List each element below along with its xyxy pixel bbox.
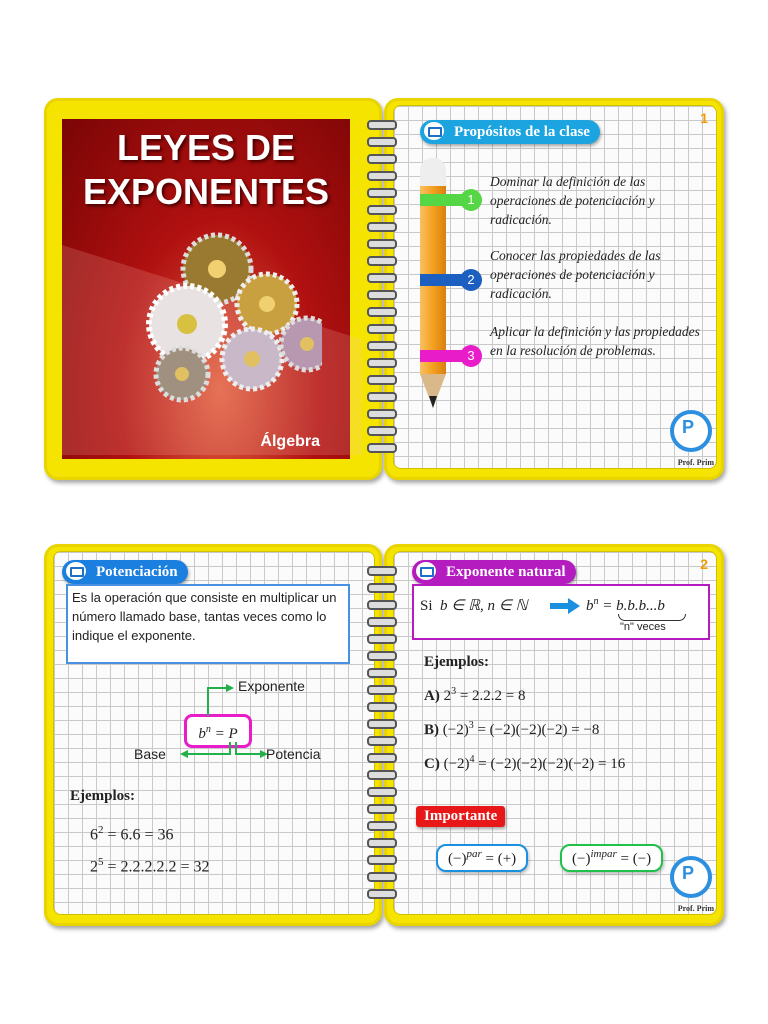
- purposes-page: [384, 98, 724, 480]
- label-base: Base: [134, 746, 166, 762]
- purpose-num-1: 1: [460, 189, 482, 211]
- cover-title-line1: LEYES DE: [116, 127, 296, 168]
- exponente-natural-page: [384, 544, 724, 926]
- potenciacion-header: [62, 560, 188, 584]
- purpose-text-3: Aplicar la definición y las propiedades en la resolución de problemas.: [490, 324, 700, 358]
- exponente-natural-grid: [393, 551, 717, 915]
- purpose-text-1: Dominar la definición de las operaciones de potenciación y radicación.: [490, 174, 655, 227]
- board-icon: [424, 122, 444, 140]
- purpose-text-2: Conocer las propiedades de las operaciones de potenciación y radicación.: [490, 248, 661, 301]
- label-exponente: Exponente: [238, 678, 305, 694]
- def-formula: $b^n = b.b.b...b$: [586, 596, 665, 614]
- definition-box: [412, 584, 710, 640]
- board-icon: [416, 562, 436, 580]
- def-brace-label: "n" veces: [620, 621, 666, 633]
- spiral-binding: [367, 566, 397, 906]
- page-number: 1: [700, 110, 708, 126]
- important-badge: Importante: [416, 806, 505, 827]
- arrow-right-icon: [550, 598, 580, 614]
- exponente-natural-header-label: Exponente natural: [446, 564, 566, 580]
- cover-subject: Álgebra: [260, 433, 320, 450]
- cover-image: [62, 119, 350, 459]
- spiral-binding: [367, 120, 397, 460]
- logo-icon: [670, 856, 712, 898]
- right-examples-title: Ejemplos:: [424, 654, 489, 670]
- footer: Prof. Prim: [677, 904, 714, 913]
- example-1: $6^2 = 6.6 = 36$: [90, 824, 174, 844]
- cover-page: [44, 98, 382, 480]
- definition-box: [66, 584, 350, 664]
- slide-1: [44, 98, 724, 482]
- example-2: $2^5 = 2.2.2.2.2 = 32$: [90, 856, 210, 876]
- footer: Prof. Prim: [677, 458, 714, 467]
- purpose-num-2: 2: [460, 269, 482, 291]
- purposes-header: [420, 120, 600, 144]
- examples-title: Ejemplos:: [70, 788, 135, 804]
- label-potencia: Potencia: [266, 746, 321, 762]
- example-b: B) $(-2)^3 = (-2)(-2)(-2) = -8$: [424, 720, 600, 738]
- def-conditions: Si b ∈ ℝ, n ∈ ℕ: [420, 598, 528, 614]
- slide-2: [44, 544, 724, 928]
- formula: $b^n = P$: [198, 724, 238, 742]
- rule-impar: $(-)^{impar}$ = (−): [560, 844, 663, 872]
- exponente-natural-header: [412, 560, 576, 584]
- definition-text: Es la operación que consiste en multiplicar un número llamado base, tantas veces como lo indique el exponente.: [72, 590, 337, 643]
- purposes-header-label: Propósitos de la clase: [454, 124, 590, 140]
- example-c: C) $(-2)^4 = (-2)(-2)(-2)(-2) = 16$: [424, 754, 626, 772]
- potenciacion-header-label: Potenciación: [96, 564, 178, 580]
- potenciacion-grid: [53, 551, 375, 915]
- cover-title-line2: EXPONENTES: [82, 171, 330, 212]
- logo-icon: [670, 410, 712, 452]
- gears-illustration: [142, 214, 322, 404]
- example-a: A) $2^3 = 2.2.2 = 8$: [424, 686, 526, 704]
- rule-par: $(-)^{par}$ = (+): [436, 844, 528, 872]
- page-number: 2: [700, 556, 708, 572]
- potenciacion-page: [44, 544, 382, 926]
- brace: [618, 614, 686, 621]
- purpose-num-3: 3: [460, 345, 482, 367]
- purposes-grid: [393, 105, 717, 469]
- board-icon: [66, 562, 86, 580]
